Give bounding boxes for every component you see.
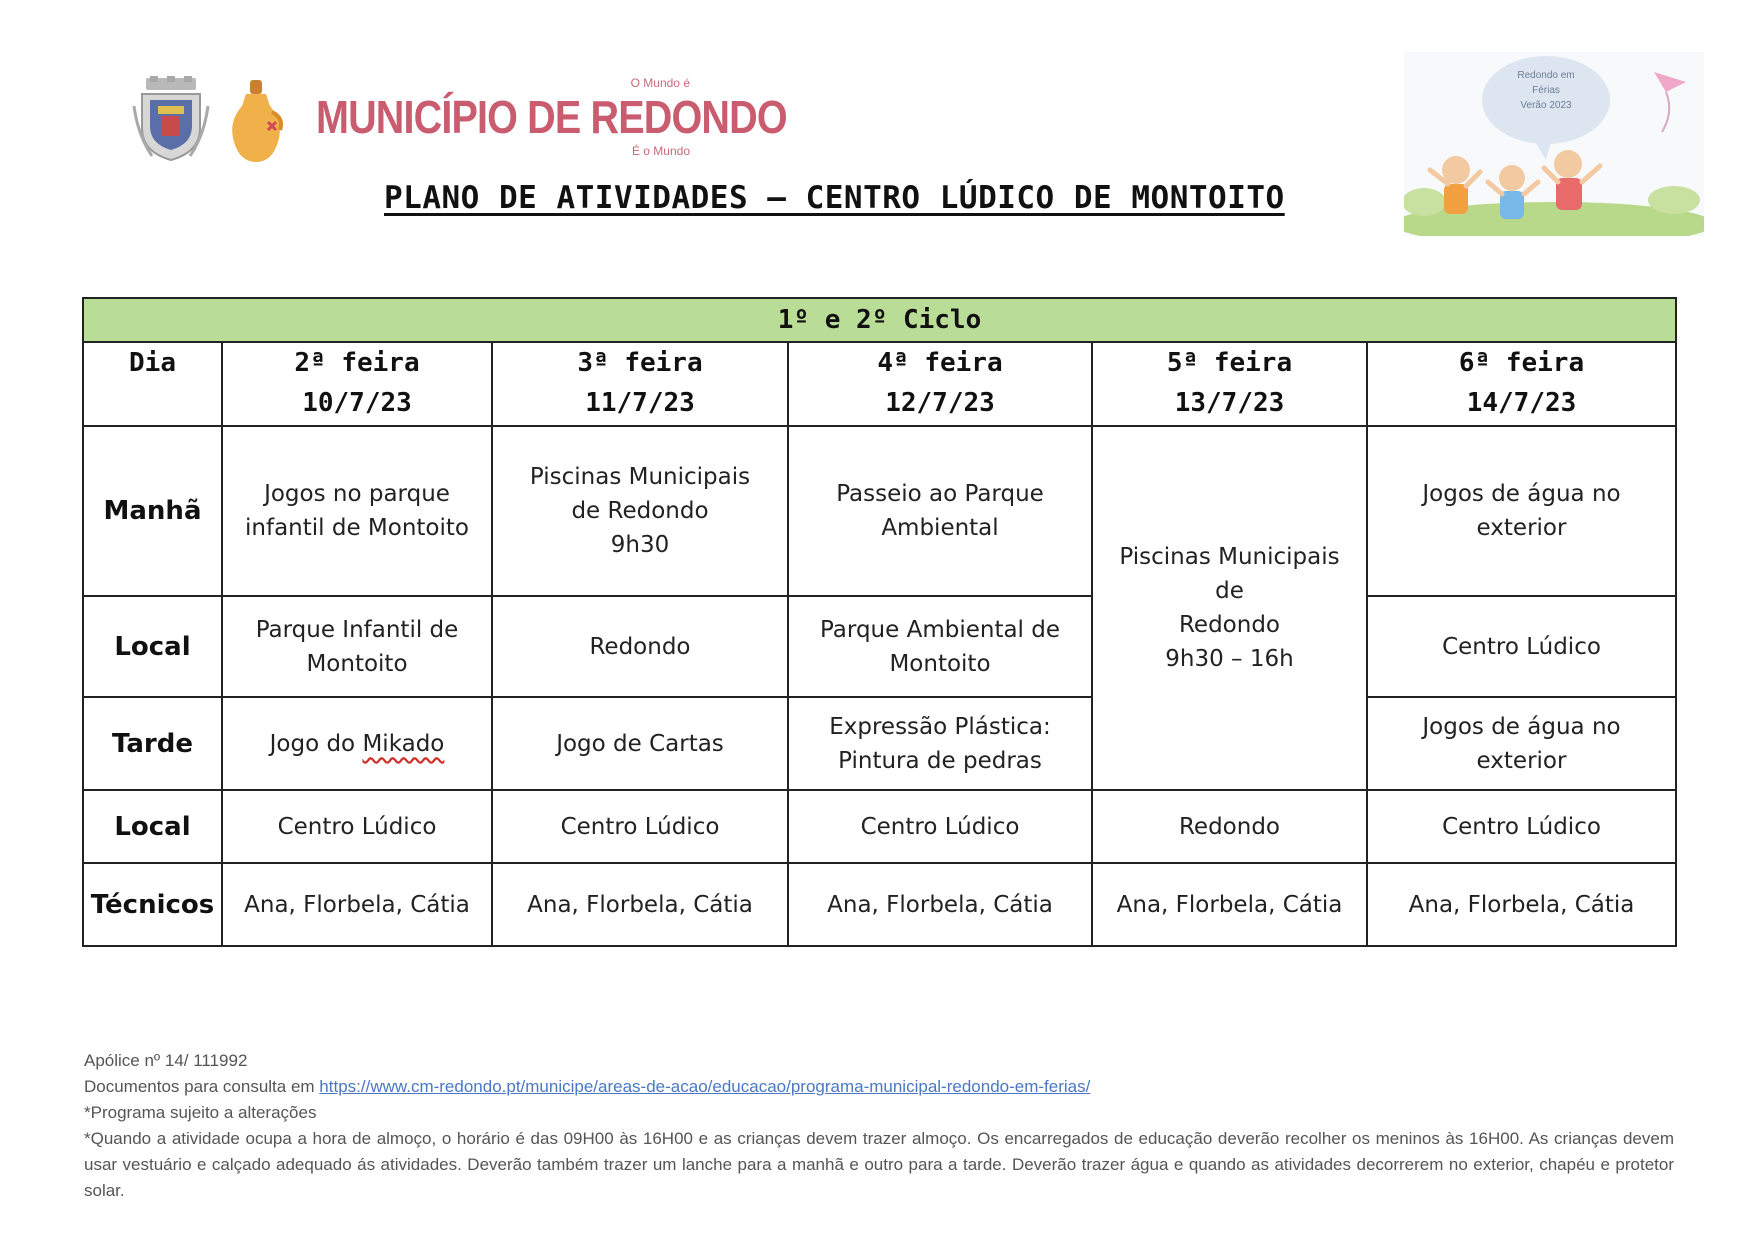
location-cell [222,596,492,697]
day-date: 12/7/23 [885,388,995,418]
banner-line: Redondo em [1517,70,1575,81]
location-cell: Centro Lúdico [1367,790,1676,863]
day-name: 5ª feira [1166,348,1293,378]
cell-line: Jogos no parque [264,481,450,507]
activity-cell [492,426,788,596]
spellcheck-word: Mikado [362,730,445,757]
cell-line: Pintura de pedras [838,747,1042,774]
cell-line: Jogo de Cartas [556,730,724,757]
subject-note: *Programa sujeito a alterações [84,1103,317,1122]
cell-line: Jogos de água no [1422,481,1621,507]
municipal-crest-icon [132,76,210,162]
day-header [492,342,788,426]
cell-line: infantil de Montoito [245,515,469,541]
staff-cell: Ana, Florbela, Cátia [222,863,492,946]
cell-line: Redondo [589,633,691,660]
instructions-note: *Quando a atividade ocupa a hora de almoço, o horário é das 09H00 às 16H00 e as crianças devem trazer almoço. Os encarregados de educação deverão recolher os meninos às 16H00. As crianças devem usar vestuário e calçado adequado ás atividades. Deverão também trazer um lanche para a manhã e outro para a tarde. Deverão trazer água e quando as atividades decorrerem no exterior, chapéu e protetor solar. [84,1129,1674,1200]
manha-row [83,426,1676,596]
tecnicos-row [83,863,1676,946]
day-header [222,342,492,426]
activity-cell [788,426,1092,596]
activity-cell [1367,697,1676,790]
banner-line: Verão 2023 [1520,100,1572,111]
day-header [1092,342,1367,426]
row-label-manha: Manhã [83,426,222,596]
cell-line: Redondo [1178,612,1281,638]
row-label-local: Local [83,790,222,863]
row-label-local: Local [83,596,222,697]
day-date: 13/7/23 [1174,388,1285,418]
day-name: 3ª feira [577,348,703,378]
documents-label: Documentos para consulta em [84,1077,320,1096]
row-label-tecnicos: Técnicos [83,863,222,946]
day-header [1367,342,1676,426]
activity-cell-full-day [1092,426,1367,790]
day-name: 4ª feira [877,348,1003,378]
day-date: 10/7/23 [302,388,412,418]
staff-cell: Ana, Florbela, Cátia [1367,863,1676,946]
cycle-row [83,298,1676,342]
staff-cell: Ana, Florbela, Cátia [788,863,1092,946]
document-footer [84,1048,1674,1204]
logo-tagline-top: O Mundo é [630,76,690,90]
cycle-header: 1º e 2º Ciclo [83,298,1676,342]
page-title: PLANO DE ATIVIDADES – CENTRO LÚDICO DE MONTOITO [384,180,1285,216]
cell-line: Parque Ambiental de [819,616,1061,643]
staff-cell: Ana, Florbela, Cátia [1092,863,1367,946]
program-link[interactable]: https://www.cm-redondo.pt/municipe/areas-de-acao/educacao/programa-municipal-redondo-em-ferias/ [319,1077,1091,1096]
days-row [83,342,1676,426]
location-cell [1367,596,1676,697]
location-cell [788,596,1092,697]
cell-line: Piscinas Municipais [529,464,751,490]
cell-line: Ambiental [881,515,999,541]
documents-line [84,1074,1674,1100]
logo-tagline-bottom: É o Mundo [631,144,690,158]
banner-line: Férias [1532,85,1560,96]
logo-wordmark: MUNICÍPIO DE REDONDO [316,91,787,143]
corner-label [83,342,222,426]
activity-cell [222,426,492,596]
day-header [788,342,1092,426]
cell-line: exterior [1476,515,1567,541]
cell-line: exterior [1476,747,1567,774]
cell-line: Centro Lúdico [1442,633,1601,660]
cell-line: Passeio ao Parque [836,481,1044,507]
document-header [0,0,1755,260]
cell-line: de Redondo [571,498,709,524]
activity-schedule-table [82,297,1677,947]
cell-line: Montoito [889,650,991,677]
day-name: 2ª feira [294,348,420,378]
summer-banner [1404,52,1704,236]
cell-line: 9h30 – 16h [1165,646,1294,672]
cell-line: Montoito [306,650,408,677]
municipality-logo [316,76,787,166]
day-name: 6ª feira [1458,348,1585,378]
activity-cell [1367,426,1676,596]
location-cell [492,596,788,697]
staff-cell: Ana, Florbela, Cátia [492,863,788,946]
location-cell: Centro Lúdico [492,790,788,863]
day-date: 11/7/23 [585,388,695,418]
banner-caption [1498,68,1594,113]
location-cell: Centro Lúdico [788,790,1092,863]
location-cell: Centro Lúdico [222,790,492,863]
policy-number: Apólice nº 14/ 111992 [84,1051,248,1070]
cell-line: Jogo do [269,730,363,757]
local2-row [83,790,1676,863]
activity-cell [222,697,492,790]
day-date: 14/7/23 [1466,388,1577,418]
corner-label-text: Dia [129,348,176,378]
cell-line: Piscinas Municipais [1119,544,1340,570]
local1-row [83,596,1676,697]
row-label-tarde: Tarde [83,697,222,790]
cell-line: de [1215,578,1244,604]
activity-cell [492,697,788,790]
clay-jug-icon [228,78,286,164]
cell-line: Jogos de água no [1422,713,1621,740]
cell-line: Expressão Plástica: [829,713,1051,740]
cell-line: 9h30 [610,532,670,558]
activity-cell [788,697,1092,790]
tarde-row [83,697,1676,790]
location-cell: Redondo [1092,790,1367,863]
cell-line: Parque Infantil de [255,616,459,643]
